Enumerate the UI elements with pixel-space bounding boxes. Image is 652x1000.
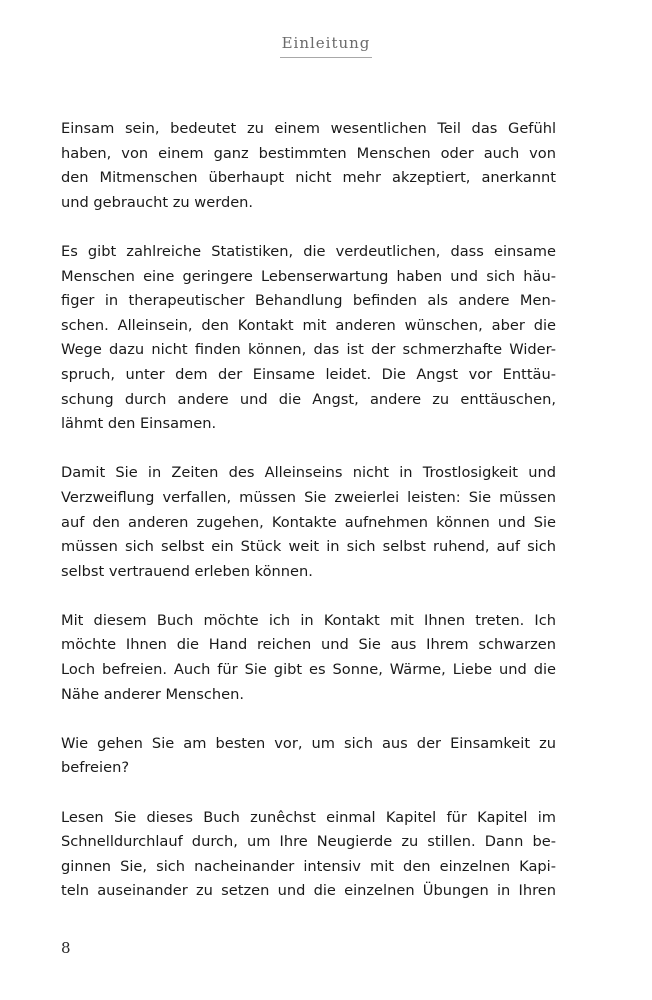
- text-line: figer in therapeutischer Behandlung befinden als andere Men-: [61, 292, 556, 310]
- text-line: Damit Sie in Zeiten des Alleinseins nicht in Trostlosigkeit und: [61, 464, 556, 482]
- text-line: müssen sich selbst ein Stück weit in sich selbst ruhend, auf sich: [61, 538, 556, 556]
- text-line: Lesen Sie dieses Buch zunêchst einmal Kapitel für Kapitel im: [61, 808, 556, 826]
- text-line: möchte Ihnen die Hand reichen und Sie aus Ihrem schwarzen: [61, 636, 556, 654]
- paragraph: [61, 732, 556, 781]
- text-line: Es gibt zahlreiche Statistiken, die verdeutlichen, dass einsame: [61, 242, 556, 260]
- text-line: Schnelldurchlauf durch, um Ihre Neugierde zu stillen. Dann be-: [61, 833, 556, 851]
- paragraph: [61, 461, 556, 584]
- chapter-title: Einleitung: [280, 34, 373, 58]
- text-line: Loch befreien. Auch für Sie gibt es Sonne, Wärme, Liebe und die: [61, 661, 556, 679]
- text-line: Wege dazu nicht finden können, das ist der schmerzhafte Wider-: [61, 341, 556, 359]
- text-line: Wie gehen Sie am besten vor, um sich aus der Einsamkeit zu: [61, 734, 556, 752]
- paragraph: [61, 117, 556, 215]
- text-line: spruch, unter dem der Einsame leidet. Die Angst vor Enttäu-: [61, 365, 556, 383]
- text-line: schung durch andere und die Angst, andere zu enttäuschen,: [61, 390, 556, 408]
- paragraph: [61, 609, 556, 707]
- body-text: [61, 117, 556, 929]
- text-line: Menschen eine geringere Lebenserwartung haben und sich häu-: [61, 267, 556, 285]
- text-line: teln auseinander zu setzen und die einzelnen Übungen in Ihren: [61, 882, 556, 900]
- text-line: lähmt den Einsamen.: [61, 415, 217, 433]
- paragraph: [61, 240, 556, 437]
- text-line: und gebraucht zu werden.: [61, 193, 254, 211]
- paragraph: [61, 806, 556, 904]
- text-line: Einsam sein, bedeutet zu einem wesentlichen Teil das Gefühl: [61, 120, 556, 137]
- text-line: den Mitmenschen überhaupt nicht mehr akzeptiert, anerkannt: [61, 169, 556, 187]
- text-line: haben, von einem ganz bestimmten Menschen oder auch von: [61, 144, 556, 162]
- text-line: Mit diesem Buch möchte ich in Kontakt mit Ihnen treten. Ich: [61, 611, 556, 629]
- text-line: befreien?: [61, 759, 130, 777]
- text-line: Verzweiflung verfallen, müssen Sie zweierlei leisten: Sie müssen: [61, 488, 556, 506]
- running-head: [0, 33, 652, 58]
- text-line: ginnen Sie, sich nacheinander intensiv mit den einzelnen Kapi-: [61, 857, 556, 875]
- page-number: 8: [61, 939, 71, 957]
- text-line: schen. Alleinsein, den Kontakt mit anderen wünschen, aber die: [61, 316, 556, 334]
- text-line: selbst vertrauend erleben können.: [61, 562, 313, 580]
- text-line: Nähe anderer Menschen.: [61, 685, 245, 703]
- text-line: auf den anderen zugehen, Kontakte aufnehmen können und Sie: [61, 513, 556, 531]
